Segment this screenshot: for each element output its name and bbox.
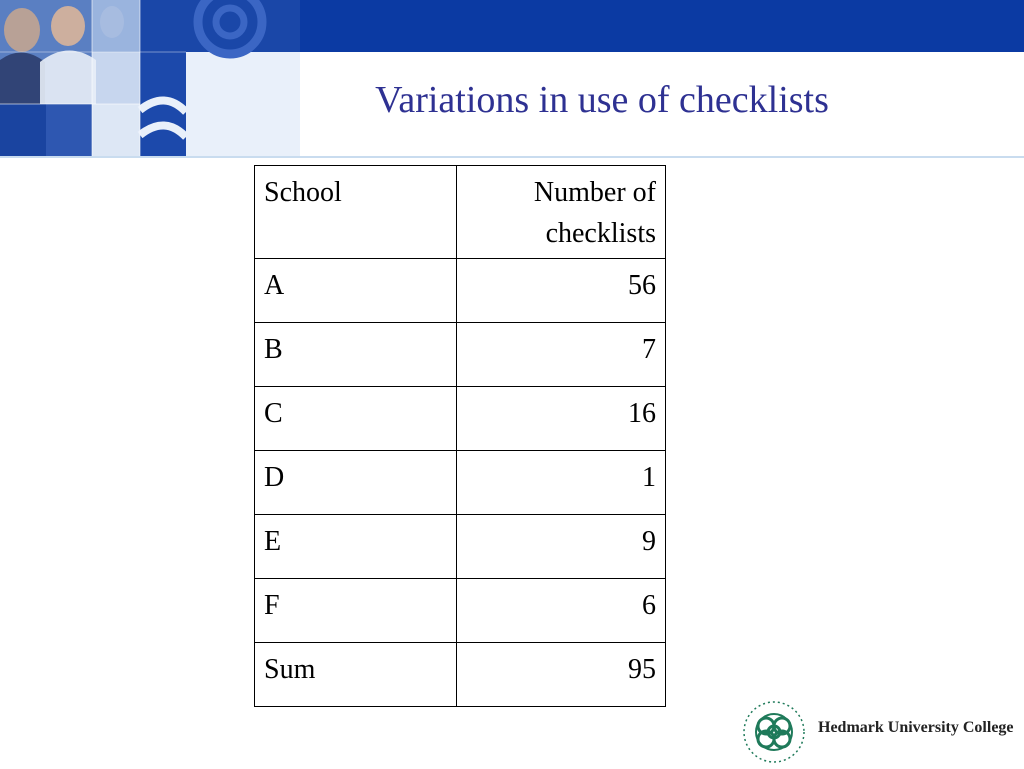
- school-cell: B: [255, 323, 457, 387]
- table-row: [255, 451, 666, 515]
- table-header-row: [255, 166, 666, 259]
- school-cell: A: [255, 259, 457, 323]
- school-cell: E: [255, 515, 457, 579]
- header-count-line1: Number of: [533, 177, 656, 208]
- header-divider-line: [0, 156, 1024, 158]
- table-row: [255, 259, 666, 323]
- header-cell-school: School: [255, 166, 457, 259]
- sum-label-cell: Sum: [255, 643, 457, 707]
- count-cell: 7: [457, 323, 666, 387]
- table-row: [255, 323, 666, 387]
- table-row: [255, 387, 666, 451]
- count-cell: 1: [457, 451, 666, 515]
- count-cell: 56: [457, 259, 666, 323]
- hedmark-logo: [740, 698, 1020, 764]
- table-row-sum: [255, 643, 666, 707]
- hedmark-seal-icon: [740, 698, 812, 764]
- table-row: [255, 515, 666, 579]
- slide-title: Variations in use of checklists: [375, 79, 829, 121]
- checklist-table: [254, 165, 666, 707]
- header-cell-number-of-checklists: [457, 166, 666, 259]
- count-cell: 9: [457, 515, 666, 579]
- table-row: [255, 579, 666, 643]
- header-count-line2: checklists: [545, 218, 656, 249]
- sum-value-cell: 95: [457, 643, 666, 707]
- header-photo-collage: [0, 0, 300, 158]
- school-cell: C: [255, 387, 457, 451]
- count-cell: 6: [457, 579, 666, 643]
- logo-text: Hedmark University College: [818, 719, 1014, 736]
- count-cell: 16: [457, 387, 666, 451]
- school-cell: F: [255, 579, 457, 643]
- school-cell: D: [255, 451, 457, 515]
